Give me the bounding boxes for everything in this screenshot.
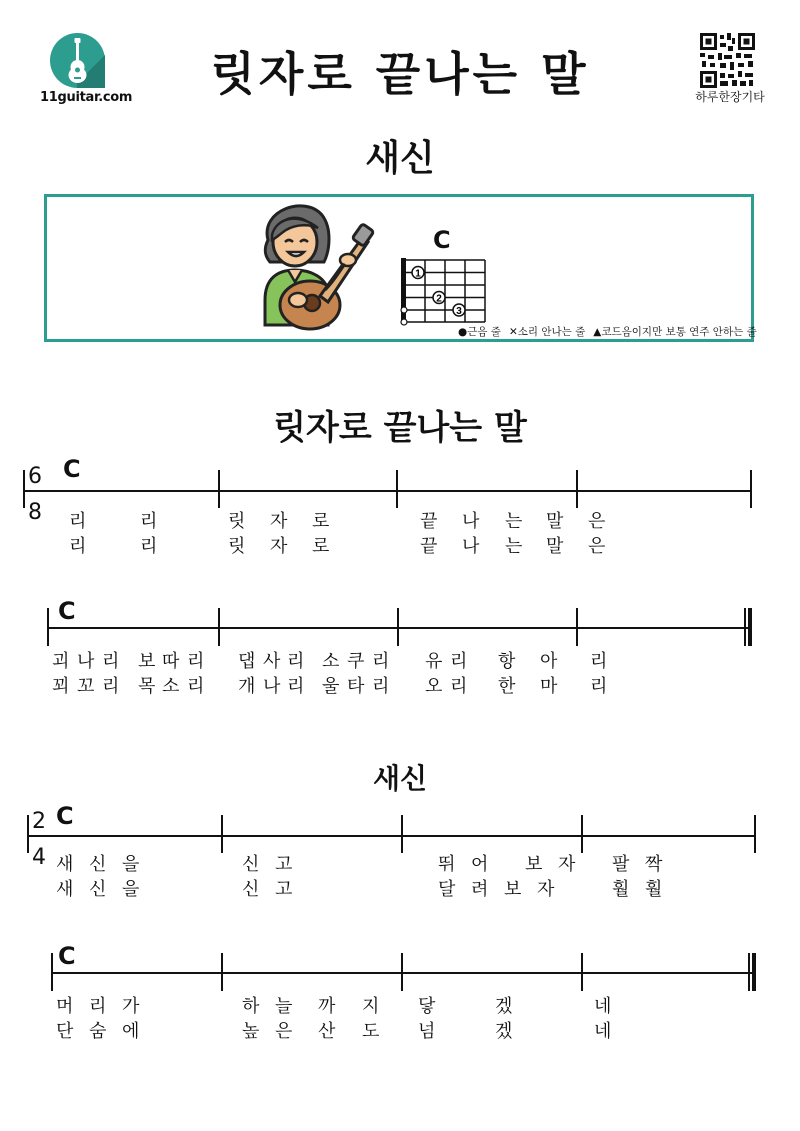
lyric-syllable: 리 <box>590 651 608 672</box>
main-title: 릿자로 끝나는 말 <box>210 47 590 101</box>
lyric-syllable: 자 <box>270 536 288 557</box>
lyric-syllable: 소 <box>162 676 180 697</box>
lyric-syllable: 지 <box>362 996 380 1017</box>
lyric-syllable: 팔 <box>612 854 630 875</box>
lyric-syllable: 네 <box>594 996 612 1017</box>
lyric-syllable: 타 <box>347 676 365 697</box>
lyric-syllable: 나 <box>77 651 95 672</box>
lyric-syllable: 높 <box>242 1021 260 1042</box>
lyric-syllable: 겠 <box>495 1021 513 1042</box>
lyric-syllable: 리 <box>187 676 205 697</box>
lyric-syllable: 신 <box>242 879 260 900</box>
lyric-syllable: 자 <box>270 511 288 532</box>
lyric-syllable: 까 <box>318 996 336 1017</box>
lyric-syllable: 고 <box>275 879 293 900</box>
lyric-syllable: 을 <box>122 879 140 900</box>
lyric-syllable: 훨 <box>612 879 630 900</box>
lyric-syllable: 리 <box>187 651 205 672</box>
lyric-syllable: 로 <box>312 536 330 557</box>
lyric-syllable: 는 <box>505 511 523 532</box>
lyric-syllable: 리 <box>372 676 390 697</box>
lyric-syllable: 훨 <box>645 879 663 900</box>
lyric-syllable: 하 <box>242 996 260 1017</box>
lyric-syllable: 리 <box>590 676 608 697</box>
lyric-syllable: 자 <box>558 854 576 875</box>
lyric-syllable: 자 <box>537 879 555 900</box>
lyric-syllable: 가 <box>122 996 140 1017</box>
lyric-syllable: 려 <box>471 879 489 900</box>
lyric-syllable: 오 <box>425 676 443 697</box>
lyric-syllable: 나 <box>462 536 480 557</box>
section2-title: 새신 <box>372 762 428 795</box>
qr-label: 하루한장기타 <box>695 90 765 104</box>
staff-row-2 <box>48 608 751 646</box>
lyric-syllable: 고 <box>275 854 293 875</box>
lyric-syllable: 새 <box>56 854 74 875</box>
lyric-syllable: 은 <box>588 511 606 532</box>
time-sig-top-2: 2 <box>32 809 46 834</box>
lyric-syllable: 쿠 <box>347 651 365 672</box>
lyric-syllable: 리 <box>372 651 390 672</box>
lyric-syllable: 목 <box>138 676 156 697</box>
lyric-syllable: 단 <box>56 1021 74 1042</box>
row2-chord: C <box>58 597 76 625</box>
section1-title: 릿자로 끝나는 말 <box>273 408 527 448</box>
finger-2: 2 <box>436 293 442 305</box>
legend-root-string: ●근음 줄 <box>458 326 501 338</box>
lyric-syllable: 릿 <box>228 536 246 557</box>
lyric-syllable: 꾀 <box>52 676 70 697</box>
lyric-syllable: 리 <box>102 651 120 672</box>
chord-box-chord-name: C <box>433 226 451 254</box>
lyric-syllable: 리 <box>102 676 120 697</box>
legend-optional-string: ▲코드음이지만 보통 연주 안하는 줄 <box>593 326 757 338</box>
legend-muted-string: ✕소리 안나는 줄 <box>508 326 586 338</box>
row1-chord: C <box>63 455 81 483</box>
lyric-syllable: 뛰 <box>438 854 456 875</box>
lyric-syllable: 따 <box>162 651 180 672</box>
lyric-syllable: 끝 <box>420 536 438 557</box>
row3-chord: C <box>56 802 74 830</box>
lyric-syllable: 로 <box>312 511 330 532</box>
lyric-syllable: 나 <box>462 511 480 532</box>
lyric-syllable: 에 <box>122 1021 140 1042</box>
lyric-syllable: 짝 <box>645 854 663 875</box>
row4-chord: C <box>58 942 76 970</box>
lyric-syllable: 리 <box>450 676 468 697</box>
lyric-syllable: 겠 <box>495 996 513 1017</box>
lyric-syllable: 머 <box>56 996 74 1017</box>
staff-row-4 <box>52 953 755 991</box>
lyric-syllable: 개 <box>238 676 256 697</box>
lyric-syllable: 마 <box>540 676 558 697</box>
lyric-syllable: 새 <box>56 879 74 900</box>
lyric-syllable: 보 <box>138 651 156 672</box>
lyric-syllable: 릿 <box>228 511 246 532</box>
lyric-syllable: 숨 <box>89 1021 107 1042</box>
lyric-syllable: 소 <box>322 651 340 672</box>
lyric-syllable: 늘 <box>275 996 293 1017</box>
lyric-syllable: 유 <box>425 651 443 672</box>
lyric-syllable: 네 <box>594 1021 612 1042</box>
lyric-syllable: 도 <box>362 1021 380 1042</box>
lyric-syllable: 아 <box>540 651 558 672</box>
lyric-syllable: 신 <box>89 854 107 875</box>
lyric-syllable: 신 <box>89 879 107 900</box>
lyric-syllable: 산 <box>318 1021 336 1042</box>
lyric-syllable: 괴 <box>52 651 70 672</box>
lyric-syllable: 리 <box>140 536 158 557</box>
lyric-syllable: 댑 <box>238 651 256 672</box>
lyric-syllable: 말 <box>546 511 564 532</box>
time-sig-top-1: 6 <box>28 464 42 489</box>
lyric-syllable: 울 <box>322 676 340 697</box>
lyric-syllable: 신 <box>242 854 260 875</box>
finger-3: 3 <box>456 306 462 317</box>
lyric-syllable: 말 <box>546 536 564 557</box>
lyric-syllable: 닿 <box>418 996 436 1017</box>
lyric-syllable: 꼬 <box>77 676 95 697</box>
lyric-syllable: 항 <box>498 651 516 672</box>
lyric-syllable: 나 <box>263 676 281 697</box>
lyric-syllable: 리 <box>450 651 468 672</box>
lyric-syllable: 리 <box>69 511 87 532</box>
lyric-syllable: 넘 <box>418 1021 436 1042</box>
song-title: 새신 <box>365 138 435 179</box>
lyric-syllable: 리 <box>89 996 107 1017</box>
time-sig-bottom-2: 4 <box>32 845 46 870</box>
lyric-syllable: 리 <box>287 651 305 672</box>
time-sig-bottom-1: 8 <box>28 500 42 525</box>
lyric-syllable: 리 <box>69 536 87 557</box>
logo-text: 11guitar.com <box>40 90 133 105</box>
staff-row-1 <box>24 470 751 508</box>
lyric-syllable: 끝 <box>420 511 438 532</box>
lyric-syllable: 리 <box>287 676 305 697</box>
lyric-syllable: 리 <box>140 511 158 532</box>
lyric-syllable: 보 <box>525 854 543 875</box>
lyric-syllable: 을 <box>122 854 140 875</box>
lyric-syllable: 는 <box>505 536 523 557</box>
lyric-syllable: 은 <box>275 1021 293 1042</box>
lyric-syllable: 사 <box>263 651 281 672</box>
finger-1: 1 <box>415 268 421 280</box>
lyric-syllable: 한 <box>498 676 516 697</box>
lyric-syllable: 달 <box>438 879 456 900</box>
lyric-syllable: 보 <box>504 879 522 900</box>
lyric-syllable: 어 <box>471 854 489 875</box>
lyric-syllable: 은 <box>588 536 606 557</box>
staff-row-3 <box>28 815 755 853</box>
